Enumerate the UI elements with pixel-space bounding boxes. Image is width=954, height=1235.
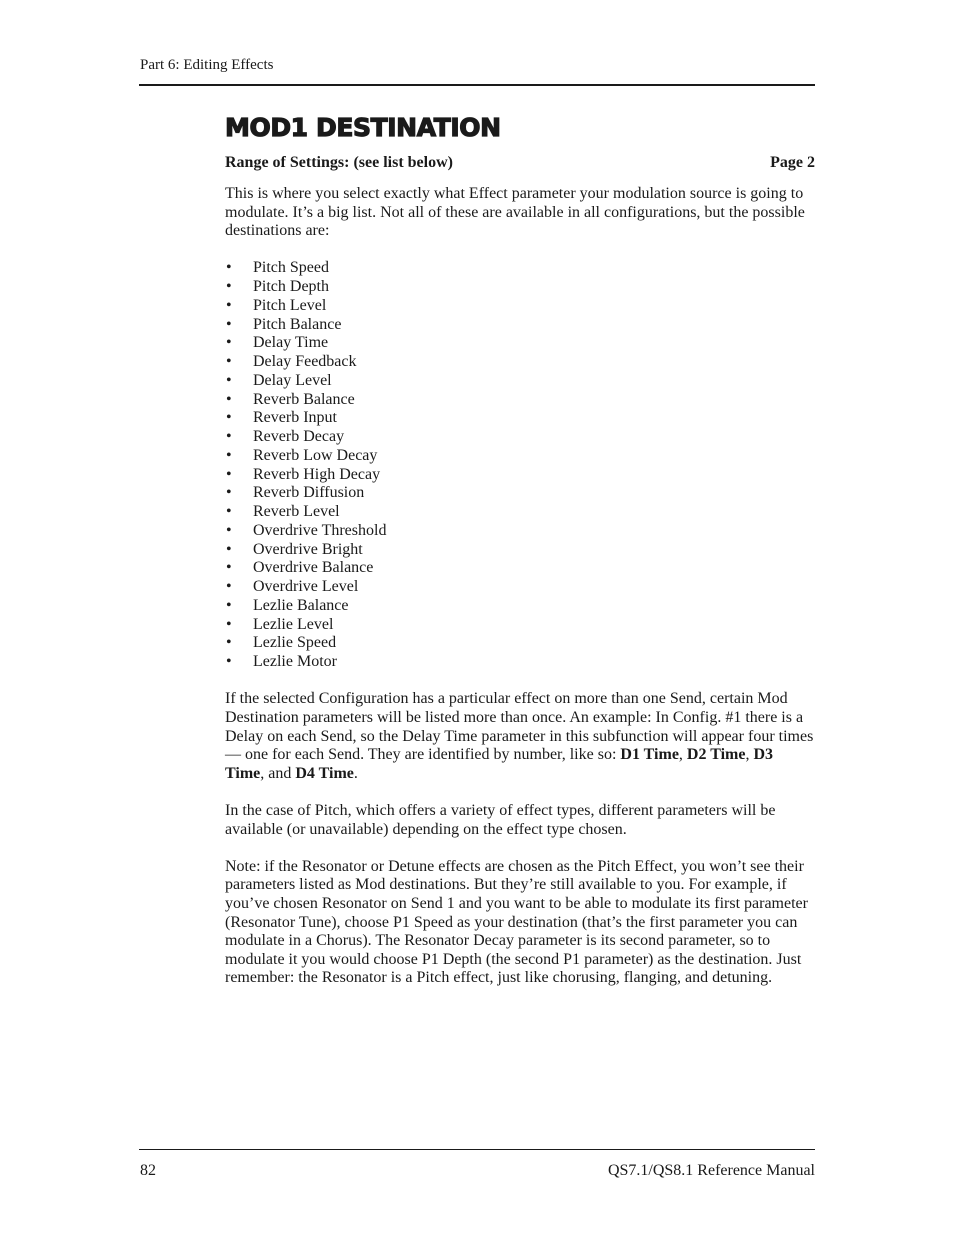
list-item [225,316,815,335]
main-content [225,110,815,988]
bullet-icon: • [226,390,232,408]
list-item [225,353,815,372]
bullet-icon: • [226,465,232,483]
bullet-icon: • [226,353,232,371]
bullet-icon: • [226,521,232,539]
bullet-icon: • [226,615,232,633]
bullet-icon: • [226,653,232,671]
list-item-label: Lezlie Level [253,615,334,633]
bullet-icon: • [226,428,232,446]
list-item-label: Pitch Speed [253,259,329,277]
bullet-icon: • [226,296,232,314]
list-item [225,466,815,485]
list-item-label: Reverb High Decay [253,465,381,483]
example-d2-time: D2 Time [686,746,746,764]
range-of-settings-label: Range of Settings: (see list below) [225,154,453,171]
list-item [225,541,815,560]
bullet-icon: • [226,315,232,333]
bullet-icon: • [226,559,232,577]
list-item-label: Overdrive Balance [253,559,374,577]
configuration-text: If the selected Configuration has a particular effect on more than one Send, certain Mod Destination parameters will be listed more than once. An example: In Config. #1 there is a Delay on each Send, so the Delay Time parameter in this subfunction will appear four times — one for each Send. They are identified by number, like so: [225,690,814,764]
bullet-icon: • [226,278,232,296]
separator: , [678,746,687,764]
list-item-label: Overdrive Level [253,578,359,596]
list-item [225,503,815,522]
list-item-label: Delay Feedback [253,353,357,371]
list-item [225,616,815,635]
list-item [225,634,815,653]
bullet-icon: • [226,259,232,277]
list-item-label: Delay Level [253,371,332,389]
example-d3-time: D3 Time [225,746,774,782]
list-item [225,522,815,541]
note-paragraph: Note: if the Resonator or Detune effects are chosen as the Pitch Effect, you won’t see their parameters listed as Mod destinations. But they’re still available to you. For example, if you’ve chosen Resonator on Send 1 and you want to be able to modulate its first parameter (Resonator Tune), choose P1 Speed as your destination (that’s the first parameter you can modulate in a Chorus). The Resonator Decay parameter is its second parameter, so to modulate it you would choose P1 Depth (the second P1 parameter) as the destination. Just remember: the Resonator is a Pitch effect, just like chorusing, flanging, and detuning. [225,857,808,987]
bullet-icon: • [226,484,232,502]
list-item-label: Pitch Depth [253,278,329,296]
list-item-label: Lezlie Motor [253,653,337,671]
list-item [225,278,815,297]
list-item [225,559,815,578]
footer-rule [139,1149,815,1150]
bullet-icon: • [226,596,232,614]
list-item [225,372,815,391]
list-item [225,484,815,503]
list-item [225,597,815,616]
list-item-label: Reverb Level [253,503,340,521]
bullet-icon: • [226,371,232,389]
page-number: 82 [140,1162,156,1179]
intro-paragraph: This is where you select exactly what Effect parameter your modulation source is going to modulate. It’s a big list. Not all of these are available in all configurations, but the possible destinations are: [225,185,805,240]
list-item [225,297,815,316]
example-d4-time: D4 Time [295,764,354,782]
list-item-label: Reverb Input [253,409,337,427]
bullet-icon: • [226,578,232,596]
list-item-label: Lezlie Balance [253,596,349,614]
list-item-label: Reverb Decay [253,428,345,446]
bullet-icon: • [226,446,232,464]
list-item-label: Reverb Balance [253,390,355,408]
manual-title: QS7.1/QS8.1 Reference Manual [607,1162,815,1179]
list-item [225,259,815,278]
range-of-settings-row [225,153,815,173]
section-title: MOD1 DESTINATION [225,113,501,142]
bullet-icon: • [226,634,232,652]
list-item-label: Overdrive Threshold [253,521,387,539]
page-indicator: Page 2 [770,154,815,171]
list-item [225,428,815,447]
list-item [225,334,815,353]
list-item [225,653,815,672]
list-item [225,447,815,466]
header-rule [139,84,815,86]
list-item-label: Pitch Level [253,296,327,314]
destination-list [225,259,815,672]
list-item [225,578,815,597]
bullet-icon: • [226,540,232,558]
list-item-label: Pitch Balance [253,315,342,333]
bullet-icon: • [226,334,232,352]
bullet-icon: • [226,409,232,427]
list-item-label: Reverb Low Decay [253,446,378,464]
list-item-label: Reverb Diffusion [253,484,365,502]
terminal-period: . [353,764,358,782]
example-d1-time: D1 Time [620,746,679,764]
list-item-label: Lezlie Speed [253,634,337,652]
separator: , and [260,764,296,782]
list-item-label: Delay Time [253,334,329,352]
list-item [225,391,815,410]
configuration-paragraph [225,690,815,783]
pitch-paragraph: In the case of Pitch, which offers a variety of effect types, different parameters will be available (or unavailable) depending on the effect type chosen. [225,802,776,838]
list-item [225,409,815,428]
running-header: Part 6: Editing Effects [140,57,274,73]
bullet-icon: • [226,503,232,521]
separator: , [745,746,754,764]
list-item-label: Overdrive Bright [253,540,363,558]
